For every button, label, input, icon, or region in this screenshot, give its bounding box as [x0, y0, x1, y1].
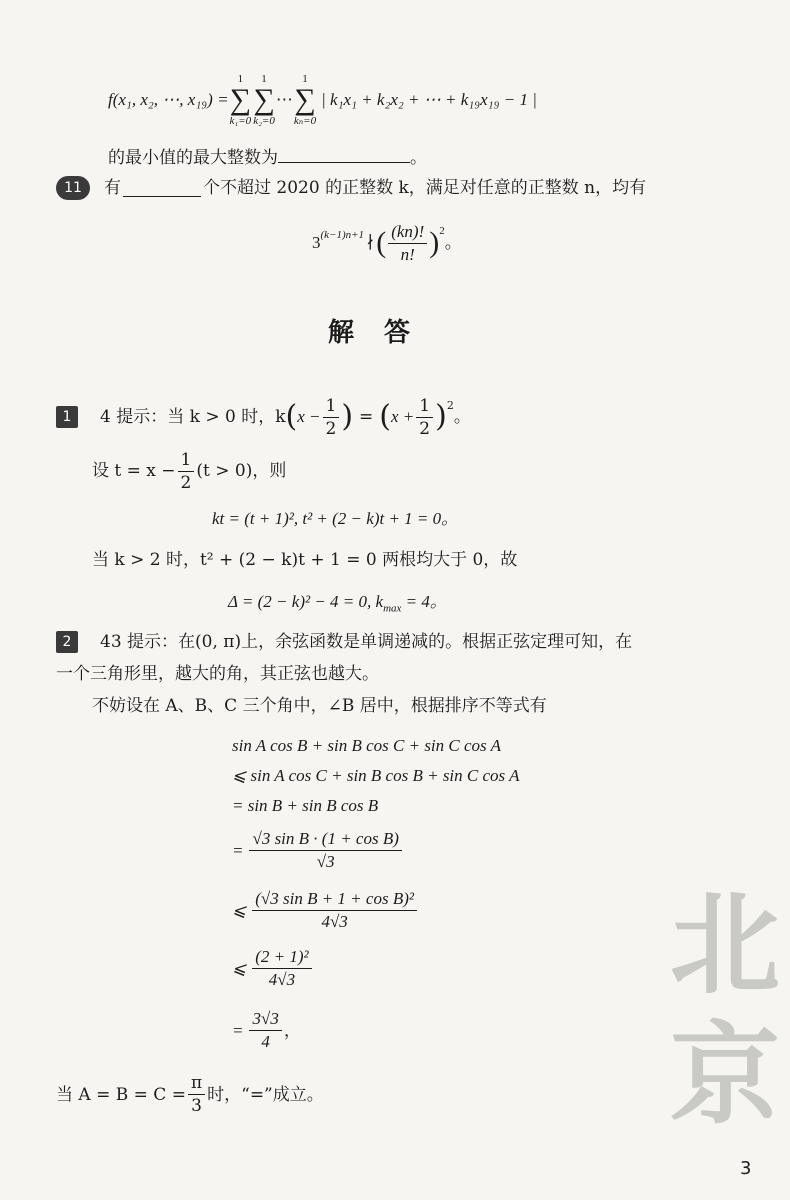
sum-3-top: 1 [302, 73, 308, 85]
a2-eq7-num: 3√3 [249, 1008, 281, 1031]
a2-eq-4 [232, 828, 404, 873]
top-line-2 [108, 146, 427, 170]
a2-line1-text: 43 提示：在(0, π)上，余弦函数是单调递减的。根据正弦定理可知，在 [100, 632, 633, 652]
sigma-2: ∑ [253, 83, 275, 116]
a2-eq5-pre: ⩽ [232, 900, 247, 920]
sigma-3: ∑ [294, 83, 316, 116]
a2-eq5-num: (√3 sin B + 1 + cos B)² [252, 888, 417, 911]
a2-eq4-pre: = [232, 840, 244, 860]
a2-eq-1: sin A cos B + sin B cos C + sin C cos A [232, 736, 501, 755]
a2-eq-6 [232, 946, 314, 991]
watermark-char-2: 京 [670, 1010, 780, 1139]
a2-eq7-post: ， [283, 1020, 301, 1040]
paren-left: ( [376, 226, 387, 259]
a2-eq6-num: (2 + 1)² [252, 946, 311, 969]
sigma-1: ∑ [229, 83, 252, 116]
a2-eq6-den: 4√3 [268, 970, 296, 989]
a2-eq-5 [232, 888, 419, 933]
a1-line2-half-num: 1 [178, 449, 195, 472]
not-divides-symbol: ∤ [366, 233, 375, 252]
a2-final-frac [188, 1072, 205, 1117]
answer-1-line-1 [56, 394, 471, 440]
a1-half-num: 1 [323, 395, 340, 418]
a2-eq-3: = sin B + sin B cos B [232, 796, 379, 815]
formula-exponent: (k−1)n+1 [320, 229, 365, 241]
a1-line5-sub: max [383, 602, 402, 615]
sum-3 [294, 73, 316, 127]
a2-final-a: 当 A = B = C = [56, 1084, 186, 1105]
a2-eq6-pre: ⩽ [232, 958, 247, 978]
formula-rhs: | k₁x₁ + k₂x₂ + ⋯ + k₁₉x₁₉ − 1 | [321, 90, 537, 109]
fraction-numerator: (kn)! [388, 221, 427, 244]
problem-11-text-a: 有 [104, 178, 121, 198]
top-formula [108, 72, 537, 128]
factorial-fraction [388, 221, 427, 266]
a2-final-b: 时，“=”成立。 [207, 1084, 324, 1105]
problem-11-formula [312, 215, 462, 271]
answer-1-badge: 1 [56, 406, 78, 428]
a1-paren-r2: ) [435, 399, 447, 434]
a2-eq7-pre: = [232, 1020, 244, 1040]
a1-line2-b: (t > 0)，则 [196, 461, 287, 481]
sum-2-bottom: k₂=0 [253, 115, 275, 127]
a1-half-2 [416, 395, 433, 440]
a1-equals: = [359, 407, 374, 427]
formula-power: 2 [439, 225, 445, 237]
paren-right: ) [429, 226, 440, 259]
a2-eq7-frac [249, 1008, 281, 1053]
a2-eq-2: ⩽ sin A cos C + sin B cos B + sin C cos A [232, 766, 520, 785]
a1-x: x − [297, 407, 321, 426]
a2-final-den: 3 [191, 1096, 202, 1116]
a1-line2-a: 设 t = x − [92, 461, 176, 481]
a1-half2-num: 1 [416, 395, 433, 418]
a2-eq-7 [232, 1008, 301, 1053]
watermark-char-1: 北 [670, 880, 780, 1009]
top-line-2-end: 。 [410, 148, 427, 168]
problem-11-badge: 11 [56, 176, 90, 200]
a1-square: 2 [446, 399, 454, 412]
answer-blank-top[interactable] [278, 146, 410, 163]
fraction-denominator: n! [400, 244, 415, 264]
sum-2 [253, 73, 275, 127]
a1-line5-b: = 4。 [401, 592, 447, 611]
answer-2-badge: 2 [56, 631, 78, 653]
answer-blank-11[interactable] [123, 180, 201, 197]
formula-base: 3 [312, 233, 321, 252]
a2-eq4-num: √3 sin B · (1 + cos B) [249, 828, 401, 851]
answer-1-line-5 [228, 590, 447, 620]
formula-end: 。 [444, 233, 462, 252]
a2-eq4-den: √3 [316, 852, 335, 871]
a1-line5-a: Δ = (2 − k)² − 4 = 0, k [228, 592, 384, 611]
answer-1-line-3: kt = (t + 1)², t² + (2 − k)t + 1 = 0。 [212, 509, 459, 528]
a2-eq6-frac [252, 946, 311, 991]
problem-11-text-b: 个不超过 2020 的正整数 k，满足对任意的正整数 n，均有 [203, 178, 647, 198]
a1-half2-den: 2 [419, 418, 431, 439]
answer-2-line-3: 不妨设在 A、B、C 三个角中，∠B 居中，根据排序不等式有 [92, 696, 547, 716]
a2-eq4-frac [249, 828, 401, 873]
a2-eq7-den: 4 [261, 1032, 270, 1051]
a1-x2: x + [391, 407, 415, 426]
a1-paren-r: ) [341, 399, 354, 434]
a1-half-den: 2 [325, 418, 337, 439]
a2-final-line [56, 1072, 324, 1117]
a2-eq5-frac [252, 888, 417, 933]
a1-line2-half [178, 449, 195, 494]
section-heading: 解答 [328, 318, 441, 348]
answer-1-line-4: 当 k > 2 时，t² + (2 − k)t + 1 = 0 两根均大于 0，故 [92, 550, 518, 570]
problem-11 [56, 176, 646, 200]
top-line-2-text: 的最小值的最大整数为 [108, 148, 278, 168]
answer-1-hint: 4 提示：当 k > 0 时，k [100, 407, 286, 427]
answer-2-line-2: 一个三角形里，越大的角，其正弦也越大。 [56, 664, 379, 684]
a1-end: 。 [453, 407, 471, 427]
answer-2-line-1 [56, 630, 632, 654]
sum-1-bottom: k₁=0 [229, 115, 252, 127]
a2-eq5-den: 4√3 [321, 912, 348, 931]
a1-paren-l: ( [285, 399, 298, 434]
formula-lhs: f(x₁, x₂, ⋯, x₁₉) = [108, 90, 229, 109]
sum-dots: ⋯ [275, 90, 293, 109]
page-number: 3 [740, 1158, 752, 1179]
a1-paren-l2: ( [379, 399, 392, 434]
sum-2-top: 1 [261, 73, 267, 85]
sum-1 [230, 73, 252, 127]
sum-3-bottom: kₙ=0 [293, 115, 317, 127]
a2-final-num: π [188, 1072, 205, 1095]
a1-line2-half-den: 2 [180, 472, 192, 493]
a1-half [323, 395, 340, 440]
answer-1-line-2 [92, 448, 286, 494]
sum-1-top: 1 [237, 73, 244, 85]
